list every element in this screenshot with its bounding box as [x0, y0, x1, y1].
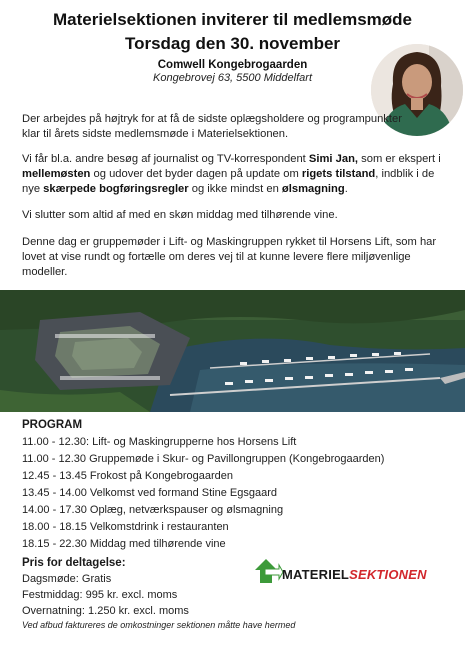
logo-word-sektionen: SEKTIONEN	[349, 567, 427, 582]
bold-text: ølsmagning	[281, 183, 345, 195]
page-title: Materielsektionen inviterer til medlemsmøde	[52, 10, 412, 29]
program-item: 18.00 - 18.15 Velkomstdrink i restauranten	[22, 521, 229, 533]
price-item: Dagsmøde: Gratis	[22, 573, 112, 585]
green-house-arrow-icon	[253, 556, 283, 586]
logo-word-materiel: MATERIEL	[282, 567, 350, 582]
pricing-heading: Pris for deltagelse:	[22, 557, 126, 569]
text: Vi får bl.a. andre besøg af journalist og TV-korrespondent	[22, 153, 309, 165]
program-item: 11.00 - 12.30: Lift- og Maskingrupperne hos Horsens Lift	[22, 436, 297, 448]
text: .	[344, 183, 348, 195]
price-item: Overnatning: 1.250 kr. excl. moms	[22, 605, 189, 617]
cancellation-note: Ved afbud faktureres de omkostninger sektionen måtte have hermed	[22, 620, 296, 630]
text: og udover det byder dagen på update om	[90, 168, 302, 180]
program-item: 11.00 - 12.30 Gruppemøde i Skur- og Pavillongruppen (Kongebrogaarden)	[22, 453, 385, 465]
text: som er ekspert i	[358, 153, 441, 165]
venue-address: Kongebrovej 63, 5500 Middelfart	[153, 72, 312, 84]
logo-wordmark	[282, 567, 427, 582]
program-item: 14.00 - 17.30 Oplæg, netværkspauser og ølsmagning	[22, 504, 284, 516]
group-meeting-paragraph: Denne dag er gruppemøder i Lift- og Maskingruppen rykket til Horsens Lift, som har lovet at vise rundt og fortælle om deres vej til at kunne levere flere miljøvenlige modeller.	[22, 236, 437, 278]
bold-text: Simi Jan,	[308, 153, 359, 165]
bold-text: skærpede bogføringsregler	[43, 183, 189, 195]
intro-paragraph: Der arbejdes på højtryk for at få de sidste oplægsholdere og programpunkter klar til årets sidste medlemsmøde i Materielsektionen.	[22, 113, 402, 140]
bold-text: mellemøsten	[22, 168, 91, 180]
program-item: 18.15 - 22.30 Middag med tilhørende vine	[22, 538, 226, 550]
text: og ikke mindst en	[188, 183, 282, 195]
bold-text: rigets tilstand	[301, 168, 376, 180]
text: , indblik i de nye	[22, 168, 435, 195]
event-date: Torsdag den 30. november	[124, 34, 341, 53]
venue-name: Comwell Kongebrogaarden	[157, 59, 308, 71]
dinner-paragraph: Vi slutter som altid af med en skøn middag med tilhørende vine.	[22, 209, 338, 221]
program-item: 13.45 - 14.00 Velkomst ved formand Stine Egsgaard	[22, 487, 277, 499]
program-heading: PROGRAM	[22, 419, 83, 431]
venue-aerial-photo	[0, 290, 465, 412]
program-item: 12.45 - 13.45 Frokost på Kongebrogaarden	[22, 470, 233, 482]
speakers-paragraph	[22, 152, 452, 197]
price-item: Festmiddag: 995 kr. excl. moms	[22, 589, 178, 601]
